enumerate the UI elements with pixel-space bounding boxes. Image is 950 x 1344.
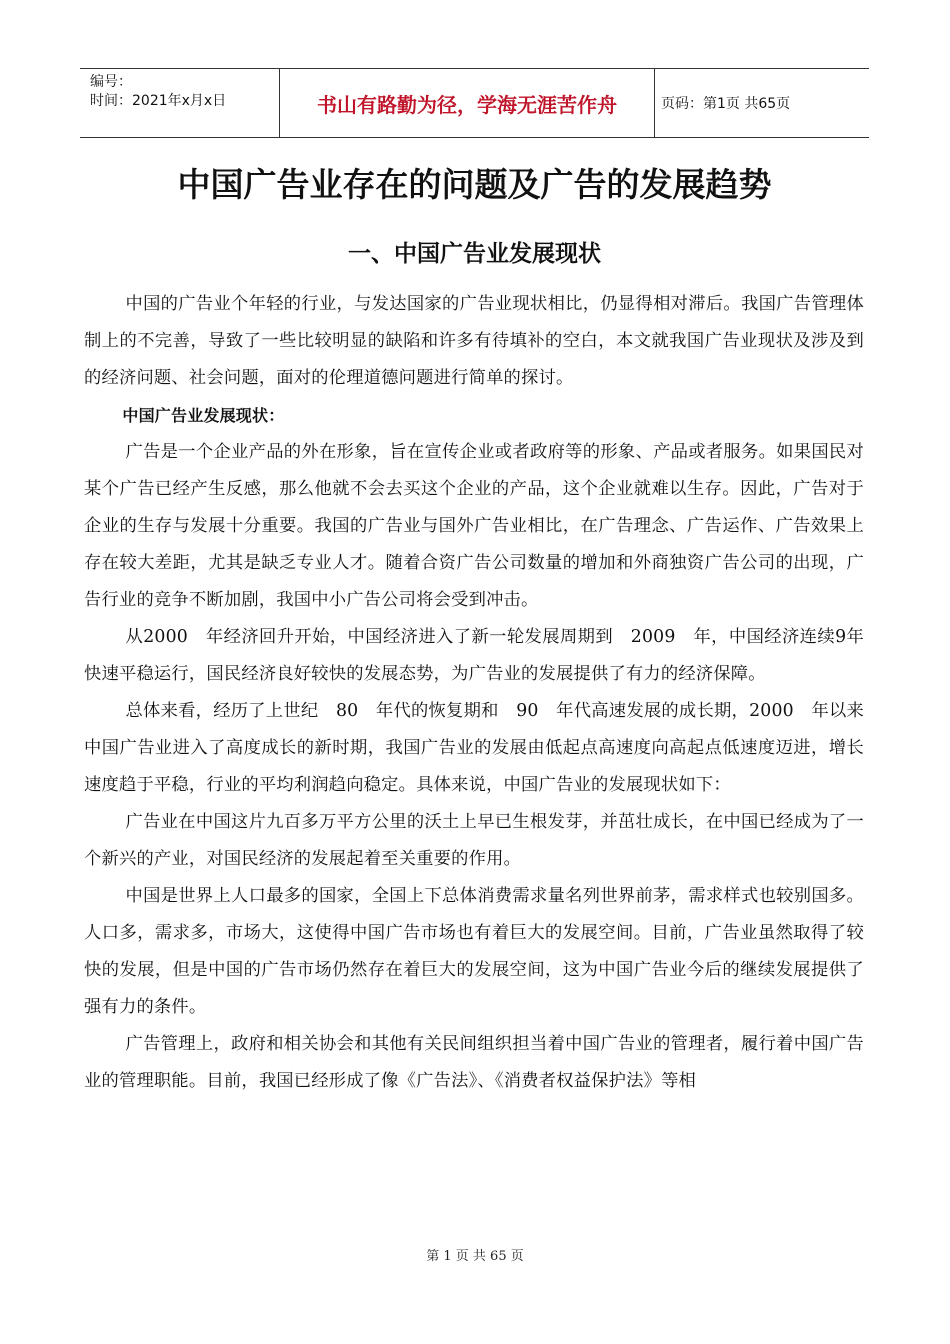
- paragraph: 中国是世界上人口最多的国家，全国上下总体消费需求量名列世界前茅，需求样式也较别国多。人口多，需求多，市场大，这使得中国广告市场也有着巨大的发展空间。目前，广告业虽然取得了较快的发展，但是中国的广告市场仍然存在着巨大的发展空间，这为中国广告业今后的继续发展提供了强有力的条件。: [84, 886, 864, 1017]
- paragraph: 广告管理上，政府和相关协会和其他有关民间组织担当着中国广告业的管理者，履行着中国广告业的管理职能。目前，我国已经形成了像《广告法》、《消费者权益保护法》等相: [84, 1034, 864, 1091]
- paragraph: 从2000 年经济回升开始，中国经济进入了新一轮发展周期到 2009 年，中国经济连续9年快速平稳运行，国民经济良好较快的发展态势，为广告业的发展提供了有力的经济保障。: [84, 627, 864, 684]
- document-body: [84, 286, 864, 1100]
- header-motto: 书山有路勤为径，学海无涯苦作舟: [280, 69, 655, 137]
- page-header: [80, 68, 869, 138]
- header-meta-cell: [80, 69, 280, 137]
- header-page-info: 页码：第1页 共65页: [661, 96, 791, 112]
- paragraph-subheading: 中国广告业发展现状：: [122, 406, 285, 425]
- section-title: 一、中国广告业发展现状: [348, 241, 601, 267]
- paragraph: 广告是一个企业产品的外在形象，旨在宣传企业或者政府等的形象、产品或者服务。如果国民对某个广告已经产生反感，那么他就不会去买这个企业的产品，这个企业就难以生存。因此，广告对于企业的生存与发展十分重要。我国的广告业与国外广告业相比，在广告理念、广告运作、广告效果上存在较大差距，尤其是缺乏专业人才。随着合资广告公司数量的增加和外商独资广告公司的出现，广告行业的竞争不断加剧，我国中小广告公司将会受到冲击。: [84, 442, 864, 610]
- paragraph: 广告业在中国这片九百多万平方公里的沃土上早已生根发芽，并茁壮成长，在中国已经成为了一个新兴的产业，对国民经济的发展起着至关重要的作用。: [84, 812, 864, 869]
- document-title: 中国广告业存在的问题及广告的发展趋势: [177, 165, 772, 204]
- paragraph: 总体来看，经历了上世纪 80 年代的恢复期和 90 年代高速发展的成长期，2000 年以来中国广告业进入了高度成长的新时期，我国广告业的发展由低起点高速度向高起点低速度迈进，增长速度趋于平稳，行业的平均利润趋向稳定。具体来说，中国广告业的发展现状如下：: [84, 701, 864, 795]
- document-date: 时间：2021年x月x日: [90, 93, 227, 109]
- page-footer: 第 1 页 共 65 页: [426, 1249, 524, 1264]
- document-number-label: 编号：: [90, 74, 132, 90]
- paragraph: 中国的广告业个年轻的行业，与发达国家的广告业现状相比，仍显得相对滞后。我国广告管理体制上的不完善，导致了一些比较明显的缺陷和许多有待填补的空白，本文就我国广告业现状及涉及到的经济问题、社会问题，面对的伦理道德问题进行简单的探讨。: [84, 294, 864, 388]
